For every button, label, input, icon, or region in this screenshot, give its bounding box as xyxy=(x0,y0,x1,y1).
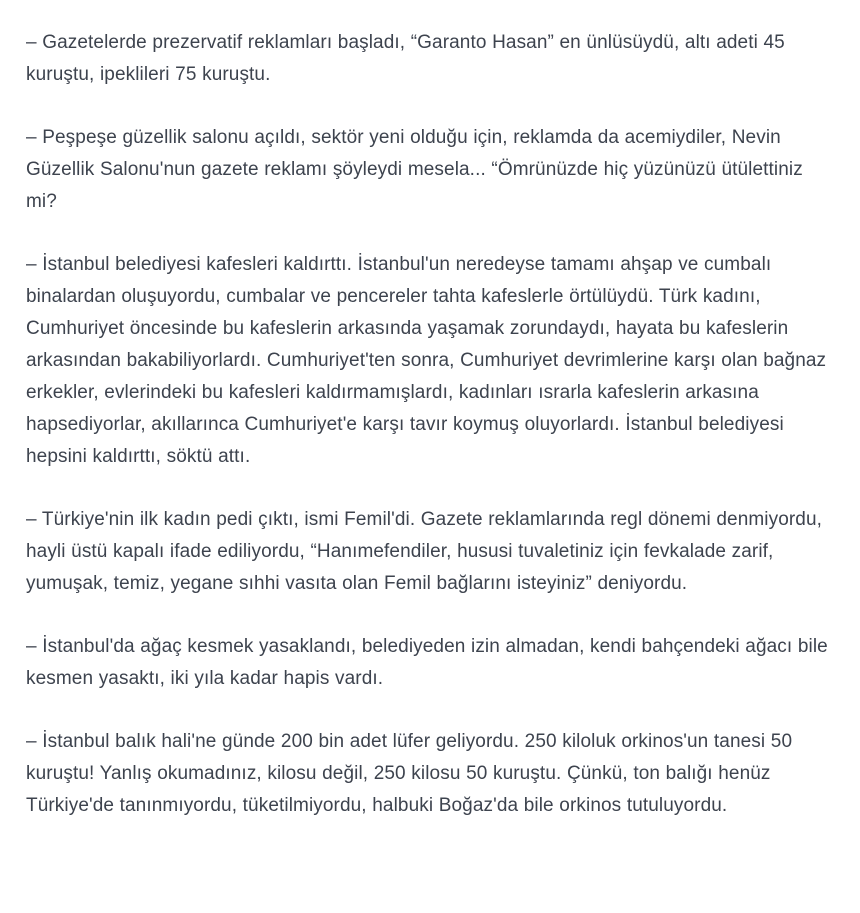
paragraph-condom-ads: – Gazetelerde prezervatif reklamları başladı, “Garanto Hasan” en ünlüsüydü, altı adeti 45 kuruştu, ipeklileri 75 kuruştu. xyxy=(26,32,785,85)
paragraph-window-lattices: – İstanbul belediyesi kafesleri kaldırttı. İstanbul'un neredeyse tamamı ahşap ve cumbalı binalardan oluşuyordu, cumbalar ve pencereler tahta kafeslerle örtülüydü. Türk kadını, Cumhuriyet öncesinde bu kafeslerin arkasında yaşamak zorundaydı, hayata bu kafeslerin arkasından bakabiliyorlardı. Cumhuriyet'ten sonra, Cumhuriyet devrimlerine karşı olan bağnaz erkekler, evlerindeki bu kafesleri kaldırmamışlardı, kadınları ısrarla kafeslerin arkasına hapsediyorlar, akıllarınca Cumhuriyet'e karşı tavır koymuş oluyorlardı. İstanbul belediyesi hepsini kaldırttı, söktü attı. xyxy=(26,254,827,467)
paragraph-fish-market: – İstanbul balık hali'ne günde 200 bin adet lüfer geliyordu. 250 kiloluk orkinos'un tanesi 50 kuruştu! Yanlış okumadınız, kilosu değil, 250 kilosu 50 kuruştu. Çünkü, ton balığı henüz Türkiye'de tanınmıyordu, tüketilmiyordu, halbuki Boğaz'da bile orkinos tutuluyordu. xyxy=(26,731,793,816)
paragraph-femil-pads: – Türkiye'nin ilk kadın pedi çıktı, ismi Femil'di. Gazete reklamlarında regl dönemi denmiyordu, hayli üstü kapalı ifade ediliyordu, “Hanımefendiler, hususi tuvaletiniz için fevkalade zarif, yumuşak, temiz, yegane sıhhi vasıta olan Femil bağlarını isteyiniz” deniyordu. xyxy=(26,509,823,594)
paragraph-beauty-salons: – Peşpeşe güzellik salonu açıldı, sektör yeni olduğu için, reklamda da acemiydiler, Nevin Güzellik Salonu'nun gazete reklamı şöyleydi mesela... “Ömrünüzde hiç yüzünüzü ütülettiniz mi? xyxy=(26,127,803,212)
paragraph-tree-cutting-ban: – İstanbul'da ağaç kesmek yasaklandı, belediyeden izin almadan, kendi bahçendeki ağacı bile kesmen yasaktı, iki yıla kadar hapis vardı. xyxy=(26,636,828,689)
